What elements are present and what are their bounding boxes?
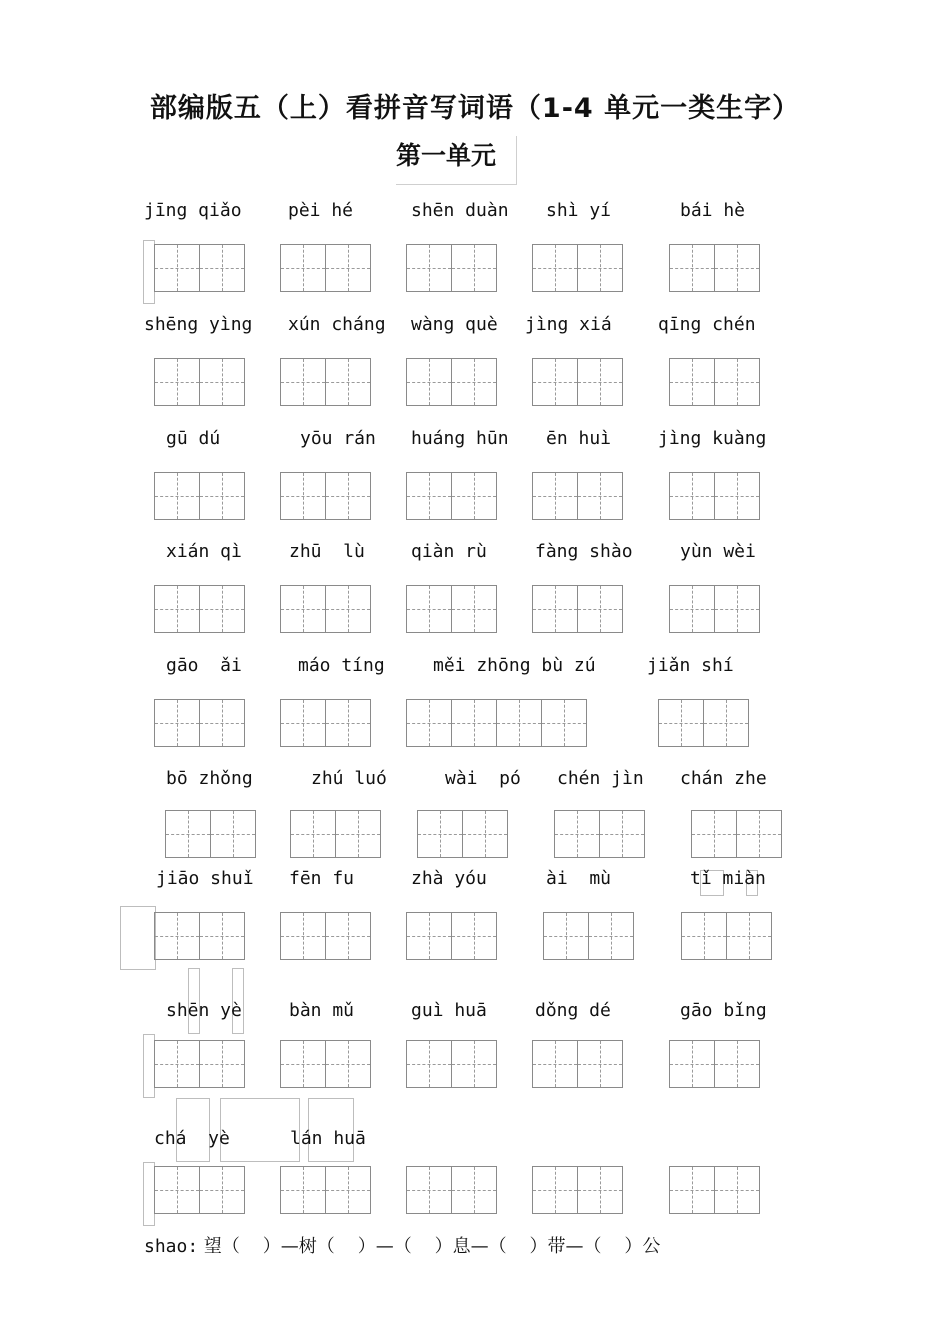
tianzige-cell[interactable]	[325, 472, 371, 520]
tianzige-cell[interactable]	[714, 472, 760, 520]
tianzige-cell[interactable]	[669, 358, 715, 406]
pinyin-prompt: máo tíng	[298, 655, 385, 676]
page-title: 部编版五（上）看拼音写词语（1-4 单元一类生字）	[149, 93, 801, 124]
tianzige-cell[interactable]	[669, 585, 715, 633]
writing-box[interactable]	[532, 244, 622, 292]
pinyin-prompt: wàng què	[411, 314, 498, 335]
pinyin-prompt: jìng kuàng	[658, 428, 767, 449]
pinyin-prompt: chán zhe	[680, 768, 767, 789]
tianzige-cell[interactable]	[532, 1166, 578, 1214]
pinyin-prompt: chá yè	[154, 1128, 230, 1149]
pinyin-prompt: gū dú	[166, 428, 221, 449]
writing-box[interactable]	[417, 810, 507, 858]
pinyin-prompt: zhú luó	[311, 768, 387, 789]
tianzige-cell[interactable]	[199, 472, 245, 520]
writing-box[interactable]	[280, 1166, 370, 1214]
tianzige-cell[interactable]	[532, 472, 578, 520]
tianzige-cell[interactable]	[451, 244, 497, 292]
tianzige-cell[interactable]	[199, 244, 245, 292]
tianzige-cell[interactable]	[406, 472, 452, 520]
writing-box[interactable]	[280, 358, 370, 406]
tianzige-cell[interactable]	[154, 1040, 200, 1088]
writing-box[interactable]	[154, 472, 244, 520]
tianzige-cell[interactable]	[199, 1166, 245, 1214]
writing-box[interactable]	[280, 699, 370, 747]
tianzige-cell[interactable]	[165, 810, 211, 858]
pinyin-prompt: gāo bǐng	[680, 1000, 767, 1021]
tianzige-cell[interactable]	[669, 244, 715, 292]
writing-box[interactable]	[406, 472, 496, 520]
pinyin-prompt: shēn duàn	[411, 200, 509, 221]
footer-text: 望（ ）—树（ ）—（ ）息—（ ）带—（ ）公	[203, 1236, 661, 1257]
tianzige-cell[interactable]	[577, 244, 623, 292]
pinyin-prompt: dǒng dé	[535, 1000, 611, 1021]
tianzige-cell[interactable]	[658, 699, 704, 747]
tianzige-cell[interactable]	[199, 699, 245, 747]
tianzige-cell[interactable]	[577, 472, 623, 520]
tianzige-cell[interactable]	[325, 912, 371, 960]
tianzige-cell[interactable]	[406, 585, 452, 633]
writing-box[interactable]	[669, 1040, 759, 1088]
pinyin-prompt: yōu rán	[300, 428, 376, 449]
writing-box[interactable]	[658, 699, 748, 747]
tianzige-cell[interactable]	[703, 699, 749, 747]
tianzige-cell[interactable]	[714, 585, 760, 633]
tianzige-cell[interactable]	[406, 244, 452, 292]
pinyin-prompt: měi zhōng bù zú	[433, 655, 596, 676]
pinyin-prompt: shēn yè	[166, 1000, 242, 1021]
pinyin-prompt: qiàn rù	[411, 541, 487, 562]
tianzige-cell[interactable]	[577, 358, 623, 406]
writing-box[interactable]	[406, 912, 496, 960]
tianzige-cell[interactable]	[406, 699, 452, 747]
pinyin-prompt: shēng yìng	[144, 314, 253, 335]
tianzige-cell[interactable]	[325, 358, 371, 406]
pinyin-prompt: qīng chén	[658, 314, 756, 335]
tianzige-cell[interactable]	[669, 472, 715, 520]
pinyin-prompt: bō zhǒng	[166, 768, 253, 789]
writing-box[interactable]	[406, 699, 586, 747]
tianzige-cell[interactable]	[280, 472, 326, 520]
footer-exercise	[144, 1232, 660, 1258]
pinyin-prompt: gāo ǎi	[166, 655, 242, 676]
pinyin-prompt: bái hè	[680, 200, 746, 221]
tianzige-cell[interactable]	[325, 1166, 371, 1214]
tianzige-cell[interactable]	[541, 699, 587, 747]
tianzige-cell[interactable]	[280, 585, 326, 633]
pinyin-prompt: shì yí	[546, 200, 612, 221]
tianzige-cell[interactable]	[325, 1040, 371, 1088]
pinyin-prompt: tǐ miàn	[690, 868, 766, 889]
pinyin-prompt: pèi hé	[288, 200, 354, 221]
tianzige-cell[interactable]	[199, 585, 245, 633]
writing-box[interactable]	[154, 699, 244, 747]
writing-box[interactable]	[280, 472, 370, 520]
decor-frame	[120, 906, 156, 970]
tianzige-cell[interactable]	[577, 1040, 623, 1088]
tianzige-cell[interactable]	[451, 1040, 497, 1088]
pinyin-prompt: huáng hūn	[411, 428, 509, 449]
tianzige-cell[interactable]	[714, 1040, 760, 1088]
writing-box[interactable]	[154, 912, 244, 960]
writing-box[interactable]	[406, 1040, 496, 1088]
writing-box[interactable]	[554, 810, 644, 858]
tianzige-cell[interactable]	[577, 1166, 623, 1214]
tianzige-cell[interactable]	[451, 1166, 497, 1214]
tianzige-cell[interactable]	[154, 358, 200, 406]
tianzige-cell[interactable]	[714, 1166, 760, 1214]
writing-box[interactable]	[532, 585, 622, 633]
tianzige-cell[interactable]	[669, 1166, 715, 1214]
tianzige-cell[interactable]	[290, 810, 336, 858]
writing-box[interactable]	[154, 244, 244, 292]
writing-box[interactable]	[532, 472, 622, 520]
writing-box[interactable]	[669, 358, 759, 406]
writing-box[interactable]	[669, 472, 759, 520]
pinyin-prompt: zhū lù	[289, 541, 365, 562]
writing-box[interactable]	[532, 1166, 622, 1214]
writing-box[interactable]	[669, 1166, 759, 1214]
tianzige-cell[interactable]	[280, 699, 326, 747]
tianzige-cell[interactable]	[406, 1040, 452, 1088]
pinyin-prompt: chén jìn	[557, 768, 644, 789]
writing-box[interactable]	[154, 1040, 244, 1088]
pinyin-prompt: jìng xiá	[525, 314, 612, 335]
pinyin-prompt: jīng qiǎo	[144, 200, 242, 221]
tianzige-cell[interactable]	[406, 358, 452, 406]
pinyin-prompt: guì huā	[411, 1000, 487, 1021]
tianzige-cell[interactable]	[199, 912, 245, 960]
tianzige-cell[interactable]	[736, 810, 782, 858]
writing-box[interactable]	[280, 244, 370, 292]
tianzige-cell[interactable]	[154, 912, 200, 960]
writing-box[interactable]	[532, 358, 622, 406]
writing-box[interactable]	[280, 912, 370, 960]
tianzige-cell[interactable]	[280, 358, 326, 406]
writing-box[interactable]	[154, 1166, 244, 1214]
writing-box[interactable]	[280, 1040, 370, 1088]
tianzige-cell[interactable]	[280, 912, 326, 960]
tianzige-cell[interactable]	[714, 244, 760, 292]
tianzige-cell[interactable]	[325, 585, 371, 633]
tianzige-cell[interactable]	[451, 472, 497, 520]
footer-label: shao:	[144, 1236, 199, 1257]
tianzige-cell[interactable]	[588, 912, 634, 960]
tianzige-cell[interactable]	[451, 585, 497, 633]
tianzige-cell[interactable]	[335, 810, 381, 858]
writing-box[interactable]	[406, 358, 496, 406]
writing-box[interactable]	[669, 585, 759, 633]
decor-frame	[220, 1098, 300, 1162]
tianzige-cell[interactable]	[154, 699, 200, 747]
tianzige-cell[interactable]	[451, 699, 497, 747]
tianzige-cell[interactable]	[451, 912, 497, 960]
tianzige-cell[interactable]	[280, 1166, 326, 1214]
pinyin-prompt: ēn huì	[546, 428, 612, 449]
tianzige-cell[interactable]	[669, 1040, 715, 1088]
tianzige-cell[interactable]	[714, 358, 760, 406]
tianzige-cell[interactable]	[554, 810, 600, 858]
tianzige-cell[interactable]	[532, 358, 578, 406]
tianzige-cell[interactable]	[325, 699, 371, 747]
pinyin-prompt: zhà yóu	[411, 868, 487, 889]
pinyin-prompt: fēn fu	[289, 868, 355, 889]
writing-box[interactable]	[290, 810, 380, 858]
tianzige-cell[interactable]	[280, 244, 326, 292]
pinyin-prompt: bàn mǔ	[289, 1000, 355, 1021]
tianzige-cell[interactable]	[532, 244, 578, 292]
writing-box[interactable]	[406, 585, 496, 633]
tianzige-cell[interactable]	[681, 912, 727, 960]
pinyin-prompt: ài mù	[546, 868, 612, 889]
pinyin-prompt: xún cháng	[288, 314, 386, 335]
writing-box[interactable]	[165, 810, 255, 858]
pinyin-prompt: wài pó	[445, 768, 521, 789]
writing-box[interactable]	[681, 912, 771, 960]
pinyin-prompt: jiāo shuǐ	[156, 868, 254, 889]
section-title: 第一单元	[396, 136, 517, 185]
pinyin-prompt: fàng shào	[535, 541, 633, 562]
tianzige-cell[interactable]	[154, 472, 200, 520]
writing-box[interactable]	[669, 244, 759, 292]
pinyin-prompt: xián qì	[166, 541, 242, 562]
tianzige-cell[interactable]	[199, 1040, 245, 1088]
writing-box[interactable]	[280, 585, 370, 633]
writing-box[interactable]	[691, 810, 781, 858]
pinyin-prompt: lán huā	[290, 1128, 366, 1149]
tianzige-cell[interactable]	[280, 1040, 326, 1088]
tianzige-cell[interactable]	[451, 358, 497, 406]
tianzige-cell[interactable]	[154, 1166, 200, 1214]
writing-box[interactable]	[406, 244, 496, 292]
tianzige-cell[interactable]	[417, 810, 463, 858]
writing-box[interactable]	[154, 585, 244, 633]
writing-box[interactable]	[406, 1166, 496, 1214]
tianzige-cell[interactable]	[154, 585, 200, 633]
tianzige-cell[interactable]	[406, 912, 452, 960]
tianzige-cell[interactable]	[577, 585, 623, 633]
writing-box[interactable]	[154, 358, 244, 406]
tianzige-cell[interactable]	[406, 1166, 452, 1214]
tianzige-cell[interactable]	[726, 912, 772, 960]
tianzige-cell[interactable]	[496, 699, 542, 747]
tianzige-cell[interactable]	[599, 810, 645, 858]
tianzige-cell[interactable]	[462, 810, 508, 858]
writing-box[interactable]	[532, 1040, 622, 1088]
tianzige-cell[interactable]	[532, 1040, 578, 1088]
tianzige-cell[interactable]	[543, 912, 589, 960]
tianzige-cell[interactable]	[325, 244, 371, 292]
tianzige-cell[interactable]	[210, 810, 256, 858]
writing-box[interactable]	[543, 912, 633, 960]
pinyin-prompt: jiǎn shí	[647, 655, 734, 676]
tianzige-cell[interactable]	[154, 244, 200, 292]
tianzige-cell[interactable]	[532, 585, 578, 633]
tianzige-cell[interactable]	[199, 358, 245, 406]
pinyin-prompt: yùn wèi	[680, 541, 756, 562]
tianzige-cell[interactable]	[691, 810, 737, 858]
